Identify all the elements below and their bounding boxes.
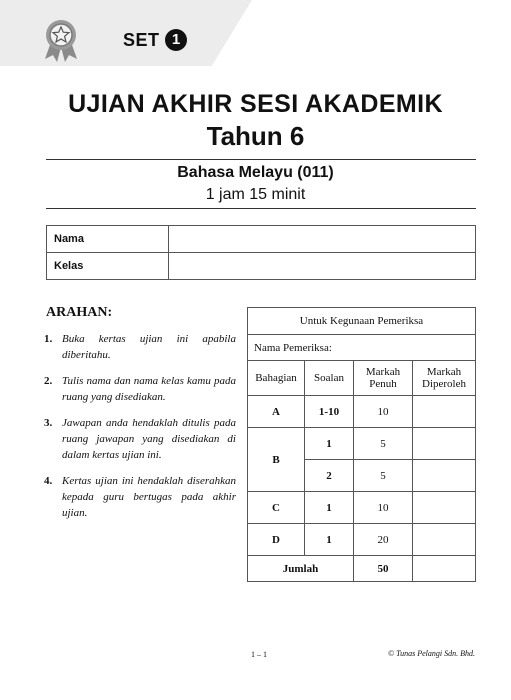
item-text: Jawapan anda hendaklah ditulis pada ruang jawapan yang disediakan di dalam kertas ujian ini.	[62, 417, 236, 461]
item-number: 3.	[44, 417, 53, 429]
list-item	[46, 373, 236, 405]
exam-duration: 1 jam 15 minit	[205, 186, 306, 203]
obtained-marks-cell[interactable]	[413, 524, 476, 556]
exam-title: UJIAN AKHIR SESI AKADEMIK	[68, 90, 443, 118]
table-row	[248, 361, 476, 396]
full-marks-cell: 5	[354, 428, 413, 460]
table-row	[248, 396, 476, 428]
list-item	[46, 415, 236, 463]
question-cell: 1-10	[305, 396, 354, 428]
item-number: 4.	[44, 475, 53, 487]
subject-title: Bahasa Melayu (011)	[177, 164, 334, 181]
instructions-heading: ARAHAN:	[46, 305, 113, 320]
class-label: Kelas	[47, 253, 169, 280]
exam-year: Tahun 6	[206, 121, 305, 151]
total-full-marks: 50	[354, 556, 413, 582]
class-field[interactable]	[169, 253, 476, 280]
name-label: Nama	[47, 226, 169, 253]
table-row	[47, 253, 476, 280]
question-cell: 1	[305, 524, 354, 556]
examiner-table	[247, 307, 476, 582]
list-item	[46, 473, 236, 521]
question-cell: 1	[305, 428, 354, 460]
column-header: Markah Diperoleh	[413, 361, 476, 396]
total-obtained-marks[interactable]	[413, 556, 476, 582]
table-row	[248, 492, 476, 524]
section-cell: B	[248, 428, 305, 492]
list-item	[46, 331, 236, 363]
table-row	[47, 226, 476, 253]
item-text: Kertas ujian ini hendaklah diserahkan kepada guru bertugas pada akhir ujian.	[62, 475, 236, 519]
section-cell: D	[248, 524, 305, 556]
copyright-notice: © Tunas Pelangi Sdn. Bhd.	[388, 649, 475, 658]
divider-bottom	[46, 208, 476, 209]
total-label: Jumlah	[248, 556, 354, 582]
full-marks-cell: 10	[354, 396, 413, 428]
item-number: 2.	[44, 375, 53, 387]
section-cell: A	[248, 396, 305, 428]
table-row	[248, 556, 476, 582]
full-marks-cell: 10	[354, 492, 413, 524]
examiner-table-title: Untuk Kegunaan Pemeriksa	[248, 308, 476, 335]
name-field[interactable]	[169, 226, 476, 253]
question-cell: 2	[305, 460, 354, 492]
page-number: 1 – 1	[251, 650, 267, 659]
obtained-marks-cell[interactable]	[413, 492, 476, 524]
table-row	[248, 428, 476, 460]
item-text: Buka kertas ujian ini apabila diberitahu.	[62, 333, 236, 361]
item-number: 1.	[44, 333, 53, 345]
obtained-marks-cell[interactable]	[413, 460, 476, 492]
column-header: Bahagian	[248, 361, 305, 396]
column-header: Soalan	[305, 361, 354, 396]
student-info-table	[46, 225, 476, 280]
question-cell: 1	[305, 492, 354, 524]
table-row	[248, 335, 476, 361]
instructions-list	[46, 331, 236, 531]
column-header: Markah Penuh	[354, 361, 413, 396]
full-marks-cell: 5	[354, 460, 413, 492]
set-label: SET	[123, 30, 160, 50]
item-text: Tulis nama dan nama kelas kamu pada ruang yang disediakan.	[62, 375, 236, 403]
obtained-marks-cell[interactable]	[413, 396, 476, 428]
divider-top	[46, 159, 476, 160]
full-marks-cell: 20	[354, 524, 413, 556]
examiner-name-label: Nama Pemeriksa:	[248, 335, 476, 361]
award-badge-icon	[42, 18, 80, 62]
set-number: 1	[165, 29, 187, 51]
table-row	[248, 308, 476, 335]
section-cell: C	[248, 492, 305, 524]
obtained-marks-cell[interactable]	[413, 428, 476, 460]
table-row	[248, 524, 476, 556]
